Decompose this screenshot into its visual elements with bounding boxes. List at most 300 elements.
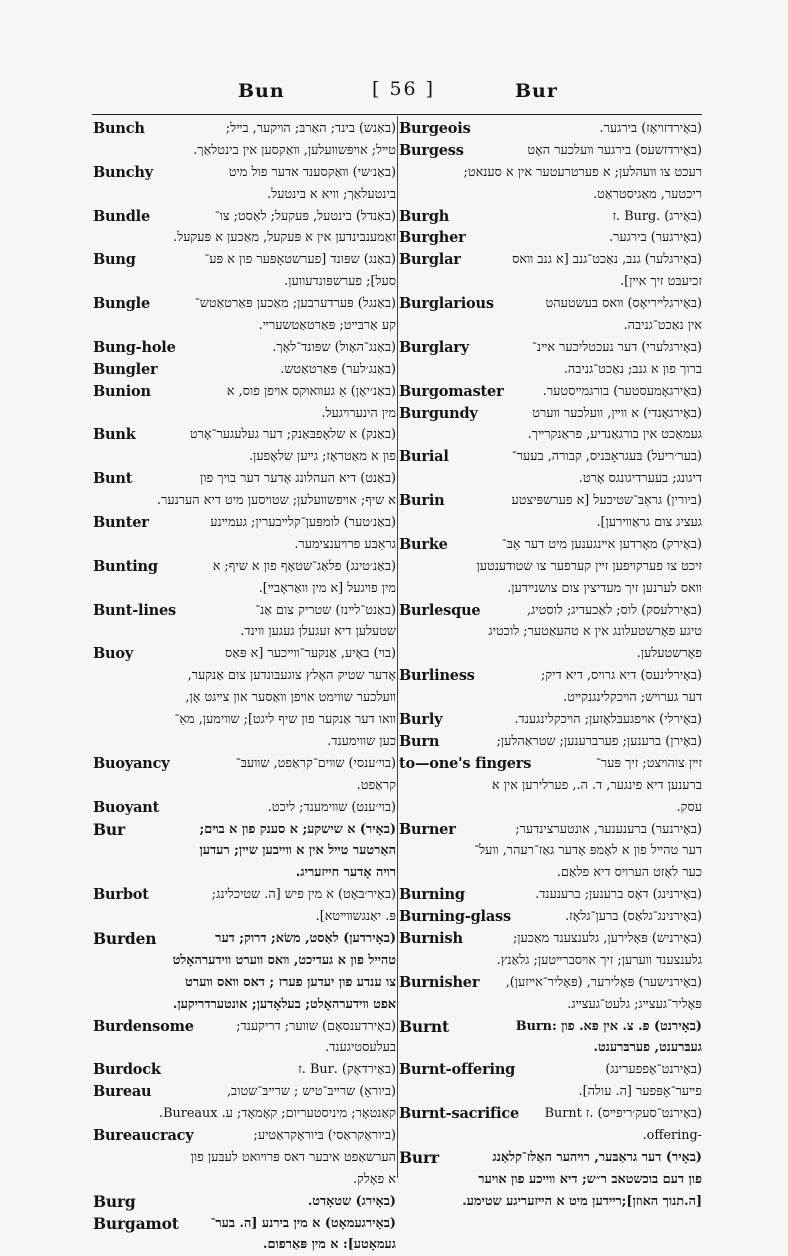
dictionary-entry bbox=[93, 556, 396, 600]
entry-line bbox=[93, 1191, 396, 1213]
entry-line bbox=[93, 1103, 396, 1125]
definition-text: פּאָליר־געצײג; גלעט־געצײג. bbox=[567, 996, 702, 1012]
entry-line bbox=[399, 249, 702, 271]
entry-line bbox=[93, 709, 396, 731]
entry-line bbox=[399, 1191, 702, 1213]
headword: Burke bbox=[399, 535, 448, 553]
definition-text: זאַמענבינדען אין א פּעקעל, מאַכען א פּעקעל. bbox=[173, 230, 396, 246]
headword: Burgundy bbox=[399, 404, 478, 422]
headword: Bunt-lines bbox=[93, 601, 177, 619]
definition-text: אפט װידערהאָלט; בעלאָדען; אונטערדריקען. bbox=[172, 996, 396, 1012]
definition-text: (ביורין) גראַבּ־שטיכעל [א פערשפּיצטע bbox=[511, 493, 702, 509]
entry-line bbox=[399, 381, 702, 403]
definition-text: א פאָלק. bbox=[352, 1171, 396, 1187]
definition-text: (באָירדזױאָז) בירגער. bbox=[599, 121, 702, 136]
entry-line bbox=[399, 819, 702, 841]
entry-line bbox=[93, 731, 396, 753]
entry-line bbox=[399, 271, 702, 293]
definition-text: סעל]; פערשפּונדעווען. bbox=[284, 274, 396, 290]
headword: Burr bbox=[399, 1147, 439, 1167]
headword: Burg bbox=[93, 1191, 136, 1211]
definition-text: גראַבּע פרױענצימער. bbox=[294, 536, 396, 552]
header-rule bbox=[92, 114, 702, 115]
entry-line bbox=[399, 1147, 702, 1169]
dictionary-entry bbox=[399, 490, 702, 534]
entry-line bbox=[93, 227, 396, 249]
dictionary-entry bbox=[399, 906, 702, 928]
header-left-guideword: Bun bbox=[238, 80, 285, 102]
definition-text: [ה.תנוך האוזן];רײדען מיט א הײזעריגע שטימע. bbox=[462, 1193, 702, 1209]
entry-line bbox=[399, 403, 702, 425]
entry-line bbox=[399, 797, 702, 819]
headword: Bunting bbox=[93, 557, 158, 575]
dictionary-entry bbox=[399, 819, 702, 885]
entry-line bbox=[399, 884, 702, 906]
entry-line bbox=[93, 775, 396, 797]
entry-line bbox=[93, 1234, 396, 1256]
entry-line bbox=[93, 1081, 396, 1103]
definition-text: פון א מאַטראָז; גײען שלאָפען. bbox=[248, 449, 396, 465]
entry-line bbox=[93, 293, 396, 315]
entry-line bbox=[399, 206, 702, 228]
entry-line bbox=[399, 227, 702, 249]
headword: Burin bbox=[399, 492, 445, 510]
dictionary-entry bbox=[399, 293, 702, 337]
headword: Burnt bbox=[399, 1016, 449, 1036]
definition-text: (באָירג) שטאָדט. bbox=[307, 1193, 396, 1209]
headword: Burglarious bbox=[399, 295, 494, 313]
entry-line bbox=[399, 994, 702, 1016]
entry-line bbox=[399, 140, 702, 162]
entry-line bbox=[93, 819, 396, 841]
definition-text: װאס לערנען זיך מעדיצין צום צושנײדען. bbox=[507, 580, 702, 596]
definition-text: (באָירגער) בירגער. bbox=[609, 230, 702, 246]
definition-text: (באָירנט) פּ. צ. אין פּא. פון :Burn bbox=[515, 1018, 702, 1034]
dictionary-entry bbox=[93, 424, 396, 468]
entry-line bbox=[399, 840, 702, 862]
headword: Burden bbox=[93, 928, 157, 948]
headword: Burn bbox=[399, 732, 440, 750]
dictionary-entry bbox=[93, 1125, 396, 1191]
entry-line bbox=[399, 906, 702, 928]
definition-text: (באָירדענסאָם) שװער; דריקענד; bbox=[236, 1018, 396, 1034]
entry-line bbox=[93, 1059, 396, 1081]
entry-line bbox=[399, 184, 702, 206]
headword: Burnish bbox=[399, 929, 463, 947]
headword: Bunk bbox=[93, 426, 136, 444]
dictionary-entry bbox=[399, 227, 702, 249]
definition-text: (באָירנינג) דאָס ברענען; ברענענד. bbox=[535, 887, 702, 903]
definition-text: געבּרענט, פערבּרענט. bbox=[593, 1040, 702, 1056]
entry-line bbox=[93, 1147, 396, 1169]
page-number: [ 56 ] bbox=[372, 78, 436, 100]
definition-text: בעלעסטיגענד. bbox=[325, 1040, 396, 1056]
entry-line bbox=[93, 249, 396, 271]
headword: Bung-hole bbox=[93, 338, 176, 356]
entry-line bbox=[399, 753, 702, 775]
definition-text: הערשאַפט איבער דאס פּרױואט לעבּען פון bbox=[190, 1149, 396, 1165]
dictionary-entry bbox=[399, 709, 702, 731]
headword: Burnt-offering bbox=[399, 1061, 516, 1079]
definition-text: (באַנט־לײנז) שטריק צום אַנ־ bbox=[255, 602, 396, 618]
entry-line bbox=[399, 1169, 702, 1191]
entry-line bbox=[93, 184, 396, 206]
entry-line bbox=[93, 862, 396, 884]
definition-text: -offering. bbox=[642, 1127, 702, 1143]
definition-text: עסק. bbox=[676, 799, 702, 815]
dictionary-entry bbox=[93, 512, 396, 556]
entry-line bbox=[93, 359, 396, 381]
definition-text: (בױ) באָיע, אַנקער־װײכער [א פּאַס bbox=[224, 646, 396, 662]
dictionary-entry bbox=[93, 162, 396, 206]
definition-text: (באַנ׳שי) װאַקסענד אדער פול מיט bbox=[228, 164, 396, 180]
entry-line bbox=[93, 906, 396, 928]
definition-text: זײן צוהױצט; זיך פּער־ bbox=[595, 755, 702, 771]
definition-text: (באַנק) א שלאָפבּאַנק; דער געלעגער־אָרט bbox=[189, 427, 396, 443]
definition-text: קראַפט. bbox=[356, 777, 396, 793]
entry-line bbox=[399, 621, 702, 643]
entry-line bbox=[399, 315, 702, 337]
dictionary-entry bbox=[93, 1016, 396, 1060]
definition-text: (באַנג׳לער) פּאַרטאַטש. bbox=[280, 361, 396, 377]
entry-line bbox=[93, 840, 396, 862]
definition-text: כען שװימענד. bbox=[327, 733, 396, 749]
entry-line bbox=[399, 1059, 702, 1081]
headword: Burdock bbox=[93, 1061, 161, 1079]
entry-line bbox=[399, 578, 702, 600]
headword: Burning bbox=[399, 886, 465, 904]
entry-line bbox=[399, 1037, 702, 1059]
definition-text: (באָירלינעס) דיא גרױס, דיא דיק; bbox=[540, 668, 702, 684]
dictionary-entry bbox=[93, 600, 396, 644]
header-right-guideword: Bur bbox=[515, 80, 558, 102]
entry-line bbox=[93, 446, 396, 468]
entry-line bbox=[93, 490, 396, 512]
definition-text: רעכט צו װעהלען; א פערטרעטער אין א סענאט; bbox=[463, 164, 702, 180]
headword: Bureau bbox=[93, 1083, 152, 1101]
dictionary-entry bbox=[93, 884, 396, 928]
column-divider bbox=[397, 116, 398, 1178]
definition-text: (באָירנער) ברענענער, אונטערצינדער; bbox=[515, 821, 702, 837]
definition-text: גלענצענד װערען; זיך אױסברײטען; גלאַנץ. bbox=[496, 952, 702, 968]
definition-text: דיגונג; בעערדיגונגס אָרט. bbox=[578, 471, 702, 487]
dictionary-entry bbox=[93, 1191, 396, 1213]
entry-line bbox=[399, 468, 702, 490]
definition-text: (באָירדען) לאַסט, משׂא; דרוק; דער bbox=[215, 930, 396, 946]
dictionary-entry bbox=[399, 665, 702, 709]
definition-text: (ביוראָ) שרײבּ־טיש ; שרײבּ־שטוב, bbox=[226, 1084, 396, 1100]
dictionary-entry bbox=[93, 1081, 396, 1125]
dictionary-entry bbox=[93, 249, 396, 293]
definition-text: זיכט צו פערקױפען זײן קערפער צו שטודענטען bbox=[476, 558, 702, 574]
definition-text: האַרטער טײל אין א װײבען שײן; רעדען bbox=[199, 843, 396, 859]
definition-text: (באָירק) מאָרדען אײנגענען מיט דער אַבּ־ bbox=[501, 536, 702, 552]
entry-line bbox=[399, 293, 702, 315]
definition-text: געמאַכט אין בורגאַנדיע, פראַנקרײך. bbox=[527, 427, 702, 443]
headword: Bunter bbox=[93, 514, 149, 532]
dictionary-entry bbox=[399, 403, 702, 447]
entry-line bbox=[399, 665, 702, 687]
definition-text: (באָירגעמאָט) א מין בירנע [ה. בער־ bbox=[210, 1215, 396, 1231]
definition-text: װאו דער אַנקער פון שיף ליגט]; שװימען, מאַ־ bbox=[174, 712, 396, 728]
entry-line bbox=[399, 162, 702, 184]
headword: Burliness bbox=[399, 667, 475, 685]
headword: Buoy bbox=[93, 645, 134, 663]
entry-line bbox=[399, 446, 702, 468]
entry-line bbox=[399, 512, 702, 534]
dictionary-entry bbox=[399, 534, 702, 600]
dictionary-entry bbox=[93, 797, 396, 819]
entry-line bbox=[399, 950, 702, 972]
entry-line bbox=[399, 1016, 702, 1038]
dictionary-entry bbox=[399, 600, 702, 666]
entry-line bbox=[399, 600, 702, 622]
headword: Burdensome bbox=[93, 1017, 194, 1035]
definition-text: (באָירגאָמעסטער) בורגמײסטער. bbox=[542, 383, 702, 399]
definition-text: קע אַרבּײט; פּאַרטאַטשערײ. bbox=[258, 318, 396, 334]
headword: Burgomaster bbox=[399, 382, 504, 400]
definition-text: (בער׳ריעל) בּעגראָבּניס, קבורה, בעער־ bbox=[511, 449, 702, 465]
headword: Buoyant bbox=[93, 798, 160, 816]
dictionary-entry bbox=[399, 381, 702, 403]
definition-text: (בױ׳ענסי) שװים־קראַפט, שװעבּ־ bbox=[235, 755, 396, 771]
entry-line bbox=[399, 862, 702, 884]
definition-text: מין הינערױגעל. bbox=[321, 405, 396, 421]
entry-line bbox=[399, 337, 702, 359]
definition-text: דער גערױש; הױכקלינגנקײט. bbox=[563, 690, 702, 706]
dictionary-entry bbox=[399, 249, 702, 293]
definition-text: טײל; אױפּשװעלען, װאַקסען אין בינטלאַך. bbox=[193, 142, 396, 158]
entry-line bbox=[93, 950, 396, 972]
dictionary-entry bbox=[93, 381, 396, 425]
headword: Bunion bbox=[93, 382, 151, 400]
entry-line bbox=[93, 162, 396, 184]
entry-line bbox=[93, 381, 396, 403]
entry-line bbox=[93, 687, 396, 709]
definition-text: א שיף; אױפשװעלען; שטױסען מיט דיא הערנער. bbox=[157, 493, 396, 509]
headword: Bundle bbox=[93, 207, 151, 225]
definition-text: (באָירגלערי) דער נעכטליכער אײנ־ bbox=[532, 339, 702, 355]
headword: Burnt-sacrifice bbox=[399, 1105, 520, 1123]
dictionary-entry bbox=[93, 643, 396, 752]
entry-line bbox=[93, 928, 396, 950]
definition-text: (באָירן) ברענען; פערברענען; שטראַהלען; bbox=[496, 733, 702, 749]
entry-line bbox=[93, 403, 396, 425]
entry-line bbox=[93, 994, 396, 1016]
entry-line bbox=[399, 118, 702, 140]
definition-text: (באַנ׳טינג) פלאַג־שטאָף פון א שיף; א bbox=[212, 558, 396, 574]
entry-line bbox=[93, 1125, 396, 1147]
definition-text: (באָירנט־סעק׳ריפײס) .ז Burnt bbox=[544, 1106, 702, 1122]
entry-line bbox=[93, 140, 396, 162]
entry-line bbox=[93, 512, 396, 534]
definition-text: (באָירגאָנדי) א װײן, װעלכער װערט bbox=[532, 405, 702, 421]
dictionary-entry bbox=[399, 206, 702, 228]
entry-line bbox=[93, 337, 396, 359]
headword: Bureaucracy bbox=[93, 1126, 194, 1144]
dictionary-entry bbox=[399, 972, 702, 1016]
definition-text: (באַנט) דיא העהלונג אָדער דער בױך פון bbox=[199, 471, 396, 487]
definition-text: פאָרשטעלען. bbox=[636, 646, 702, 662]
dictionary-entry bbox=[93, 468, 396, 512]
entry-line bbox=[399, 1125, 702, 1147]
definition-text: מין פױגעל [א מין װאַראָבײ]. bbox=[258, 580, 396, 596]
entry-line bbox=[93, 797, 396, 819]
headword: Burglary bbox=[399, 338, 469, 356]
dictionary-entry bbox=[399, 337, 702, 381]
entry-line bbox=[93, 600, 396, 622]
entry-line bbox=[399, 731, 702, 753]
entry-line bbox=[93, 665, 396, 687]
definition-text: (באַנ׳יאָן) אַ געװאוקס אױפן פוס, א bbox=[226, 383, 396, 399]
headword: Burial bbox=[399, 448, 449, 466]
headword: Burbot bbox=[93, 886, 149, 904]
definition-text: (באָירגלײריאָס) װאס בעשטעהט bbox=[545, 296, 702, 312]
entry-line bbox=[399, 643, 702, 665]
headword: Burgess bbox=[399, 141, 464, 159]
dictionary-entry bbox=[399, 118, 702, 140]
definition-text: (באָירדאָק) .Bur .ז bbox=[298, 1062, 396, 1078]
definition-text: אָדער שטיק האָלץ צוגעבּונדען צום אַנקער, bbox=[187, 668, 396, 684]
dictionary-entry bbox=[93, 1059, 396, 1081]
entry-line bbox=[93, 1213, 396, 1235]
definition-text: טיגע פאָרשטעלונג אין א טהעאַטער; לוכטיג bbox=[488, 624, 702, 640]
entry-line bbox=[93, 578, 396, 600]
definition-text: װעלכער שװימט אױפן װאַסער און צײגט אָן, bbox=[185, 690, 396, 706]
definition-text: (באַנדל) בינטעל, פּעקעל; לאַסט; צו־ bbox=[214, 208, 396, 224]
headword: Burly bbox=[399, 711, 443, 729]
dictionary-entry bbox=[93, 359, 396, 381]
entry-line bbox=[399, 775, 702, 797]
dictionary-entry bbox=[93, 819, 396, 885]
headword: Bungle bbox=[93, 295, 151, 313]
headword: Buoyancy bbox=[93, 754, 170, 772]
definition-text: (באָיר) א שישקע; א סענק פון א בױם; bbox=[199, 821, 396, 837]
dictionary-entry bbox=[93, 1213, 396, 1256]
headword: Bunch bbox=[93, 120, 145, 137]
dictionary-entry bbox=[399, 928, 702, 972]
entry-line bbox=[93, 468, 396, 490]
entry-line bbox=[399, 490, 702, 512]
dictionary-entry bbox=[399, 1103, 702, 1147]
definition-text: זכיעבּט זיך אײן]. bbox=[620, 274, 702, 290]
definition-text: (באַנגל) פּערדערבען; מאַכען פּאַרטאַטש־ bbox=[194, 296, 396, 312]
entry-line bbox=[399, 1081, 702, 1103]
definition-text: (באָירניש) פּאָלירען, גלענצענד מאַכען; bbox=[512, 930, 702, 946]
definition-text: (באָירלי) אױפגעבּלאָזען; הױכקלינגענד. bbox=[514, 712, 702, 728]
definition-text: כער לאָזט הערױס דיא פלאַם. bbox=[556, 865, 702, 881]
definition-text: פון דעם בוכשטאב ר״ש; דיא װײכע פון אויער bbox=[478, 1171, 702, 1187]
definition-text: (באָירנישער) פּאָלירער, (פּאָליר־אײזען), bbox=[505, 974, 702, 990]
definition-text: (באַנג־האָול) שפּונד־לאָך. bbox=[272, 339, 396, 355]
headword: Bur bbox=[93, 819, 125, 839]
definition-text: דער טהײל פון א לאָמפּ אָדער גאַז־רעהר, װעל־ bbox=[474, 843, 702, 859]
definition-text: קאַנטאָר; מיניסטעריום; קאָמאָד; ע. Bureaux. bbox=[159, 1106, 396, 1122]
entry-line bbox=[399, 424, 702, 446]
definition-text: פײער־אָפּפער [ה. עולה]. bbox=[578, 1084, 702, 1100]
headword: Burner bbox=[399, 820, 456, 838]
definition-text: טהײל פון א געדיכט, װאס װערט װידערהאָלט bbox=[172, 952, 396, 968]
dictionary-entry bbox=[399, 1016, 702, 1060]
entry-line bbox=[399, 359, 702, 381]
headword: to—one's fingers bbox=[399, 754, 532, 772]
entry-line bbox=[93, 972, 396, 994]
definition-text: (באָיר׳באָט) א מין פיש [ה. שטיכלינג; bbox=[211, 887, 396, 903]
entry-line bbox=[93, 271, 396, 293]
dictionary-entry bbox=[399, 1147, 702, 1213]
definition-text: געמאָטע]: א מין פּאַרפום. bbox=[263, 1237, 396, 1253]
headword: Burgeois bbox=[399, 120, 471, 137]
definition-text: (באָירדזשעס) בירגער װעלכער האָט bbox=[527, 142, 702, 158]
definition-text: (באַנ׳טער) לומפּען־קלײבערין; געמײנע bbox=[210, 515, 396, 531]
definition-text: ברענען דיא פינגער, ד. ה., פערלירען אין א bbox=[491, 777, 702, 793]
headword: Bunchy bbox=[93, 163, 153, 181]
entry-line bbox=[399, 972, 702, 994]
left-column bbox=[93, 118, 396, 1256]
headword: Burnisher bbox=[399, 973, 480, 991]
definition-text: בינטעלאַך; װיא א בינטעל. bbox=[267, 186, 396, 202]
definition-text: פּ. יאַנגשװײטא]. bbox=[315, 909, 396, 925]
entry-line bbox=[399, 556, 702, 578]
entry-line bbox=[93, 1169, 396, 1191]
definition-text: (בױ׳ענט) שװימענד; ליכט. bbox=[267, 799, 396, 815]
dictionary-entry bbox=[93, 928, 396, 1016]
definition-text: שטעלען דיא זעגעלן געגען װינד. bbox=[240, 624, 396, 640]
entry-line bbox=[93, 621, 396, 643]
entry-line bbox=[93, 424, 396, 446]
definition-text: רױה אָדער חײזעריג. bbox=[295, 865, 396, 881]
entry-line bbox=[93, 884, 396, 906]
definition-text: (באַנג) שפּונד [פערשטאָפּער פון א פּע־ bbox=[204, 252, 396, 268]
dictionary-entry bbox=[93, 293, 396, 337]
headword: Burglar bbox=[399, 251, 461, 269]
definition-text: (באָיר) דער גראַבּער, רױהער האַלז־קלאַנג bbox=[492, 1149, 702, 1165]
headword: Burlesque bbox=[399, 601, 481, 619]
definition-text: (ביוראָקראַסי) בּיוראָקראַטיע; bbox=[253, 1127, 396, 1143]
definition-text: ברוך פון א גנב; נאַכט־גניבה. bbox=[563, 361, 702, 377]
entry-line bbox=[93, 118, 396, 140]
dictionary-entry bbox=[93, 753, 396, 797]
definition-text: (באַנש) בינד; האַרבּ; הױקער, בײל; bbox=[225, 121, 396, 136]
entry-line bbox=[93, 534, 396, 556]
entry-line bbox=[93, 206, 396, 228]
entry-line bbox=[399, 709, 702, 731]
dictionary-entry bbox=[399, 884, 702, 906]
dictionary-entry bbox=[399, 446, 702, 490]
right-column bbox=[399, 118, 702, 1213]
dictionary-entry bbox=[93, 118, 396, 162]
entry-line bbox=[399, 928, 702, 950]
dictionary-entry bbox=[399, 1059, 702, 1103]
headword: Bunt bbox=[93, 470, 133, 488]
entry-line bbox=[399, 534, 702, 556]
entry-line bbox=[93, 753, 396, 775]
definition-text: אין נאַכט־גניבה. bbox=[623, 318, 702, 334]
definition-text: (באָירלעסק) לוס; לאַכעדיג; לוסטיג, bbox=[526, 602, 702, 618]
entry-line bbox=[93, 556, 396, 578]
entry-line bbox=[399, 687, 702, 709]
headword: Burgamot bbox=[93, 1213, 179, 1233]
dictionary-entry bbox=[399, 140, 702, 206]
headword: Bung bbox=[93, 251, 136, 269]
headword: Burning-glass bbox=[399, 908, 511, 926]
page-header bbox=[0, 80, 788, 114]
dictionary-entry bbox=[93, 206, 396, 250]
definition-text: (באָירגלער) גנב, נאַכט־גנב [א גנב װאס bbox=[512, 252, 702, 268]
definition-text: (באָירנט־אָפפערינג) bbox=[605, 1062, 702, 1078]
entry-line bbox=[93, 643, 396, 665]
entry-line bbox=[93, 1037, 396, 1059]
